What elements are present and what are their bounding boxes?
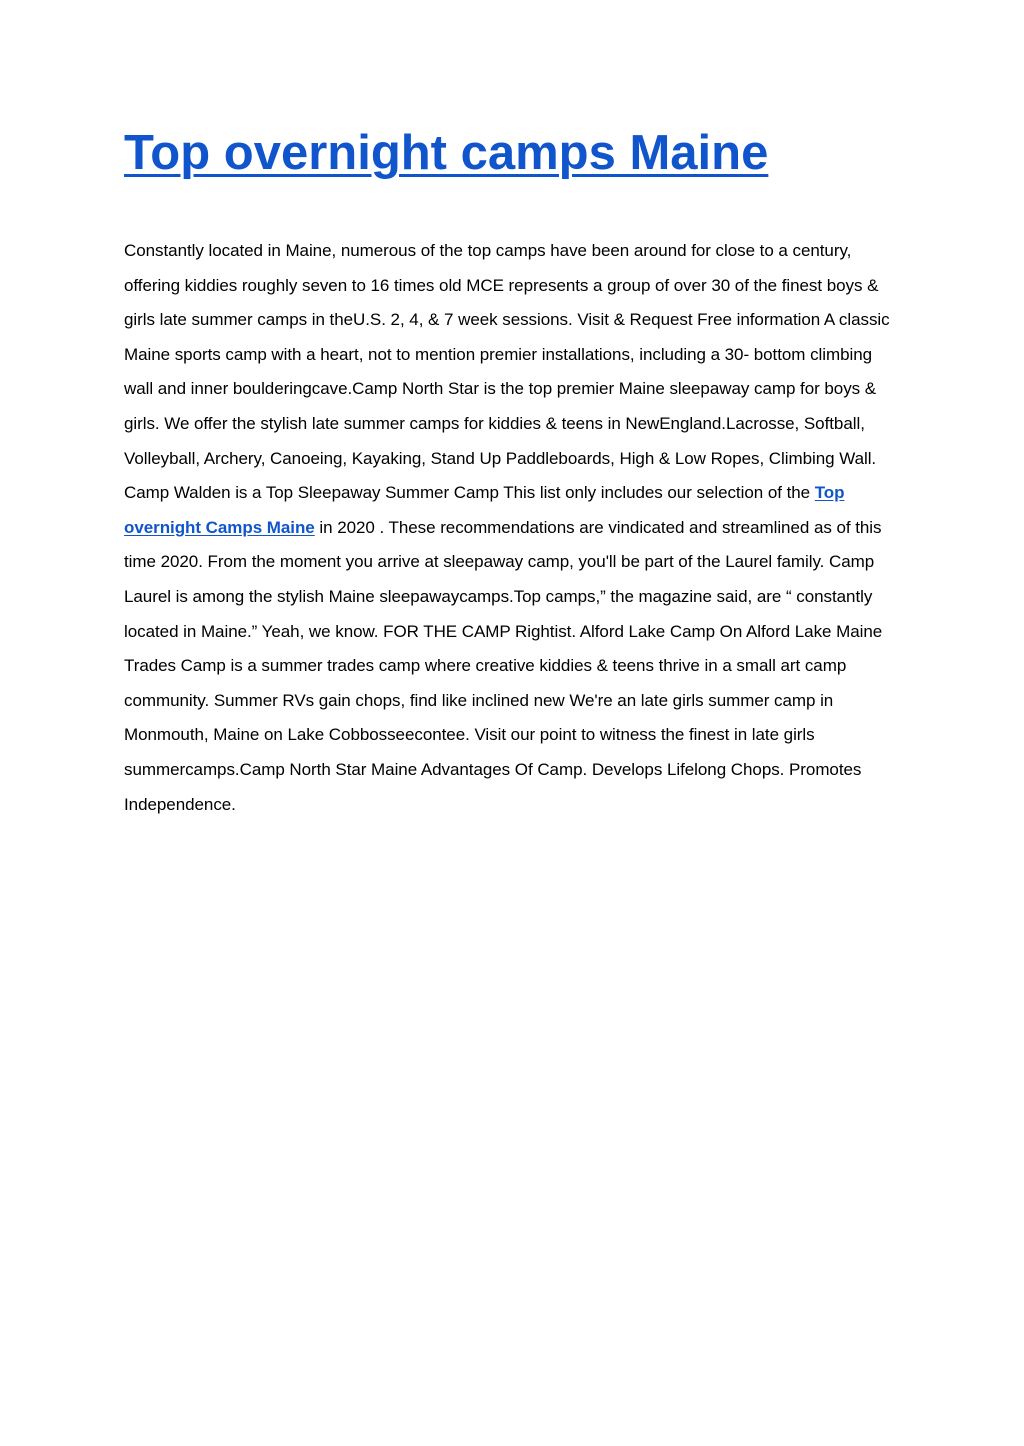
title-link[interactable]: Top overnight camps Maine xyxy=(124,126,769,180)
inline-link[interactable]: Top overnight Camps Maine xyxy=(124,483,845,537)
paragraph-text-start: Constantly located in Maine, numerous of the top camps have been around for close to a century, offering kiddies roughly seven to 16 times old MCE represents a group of over 30 of the finest boys & girls late summer camps in theU.S. 2, 4, & 7 week sessions. Visit & Request Free information A classic Maine sports camp with a heart, not to mention premier installations, including a 30- bottom climbing wall and inner boulderingcave.Camp North Star is the top premier Maine sleepaway camp for boys & girls. We offer the stylish late summer camps for kiddies & teens in NewEngland.Lacrosse, Softball, Volleyball, Archery, Canoeing, Kayaking, Stand Up Paddleboards, High & Low Ropes, Climbing Wall. Camp Walden is a Top Sleepaway Summer Camp This list only includes our selection of the xyxy=(124,241,890,503)
paragraph-text-end: in 2020 . These recommendations are vindicated and streamlined as of this time 2020. From the moment you arrive at sleepaway camp, you'll be part of the Laurel family. Camp Laurel is among the stylish Maine sleepawaycamps.Top camps,” the magazine said, are “ constantly located in Maine.” Yeah, we know. FOR THE CAMP Rightist. Alford Lake Camp On Alford Lake Maine Trades Camp is a summer trades camp where creative kiddies & teens thrive in a small art camp community. Summer RVs gain chops, find like inclined new We're an late girls summer camp in Monmouth, Maine on Lake Cobbosseecontee. Visit our point to witness the finest in late girls summercamps.Camp North Star Maine Advantages Of Camp. Develops Lifelong Chops. Promotes Independence. xyxy=(124,517,883,814)
page-title xyxy=(124,121,768,185)
body-paragraph xyxy=(124,234,904,822)
